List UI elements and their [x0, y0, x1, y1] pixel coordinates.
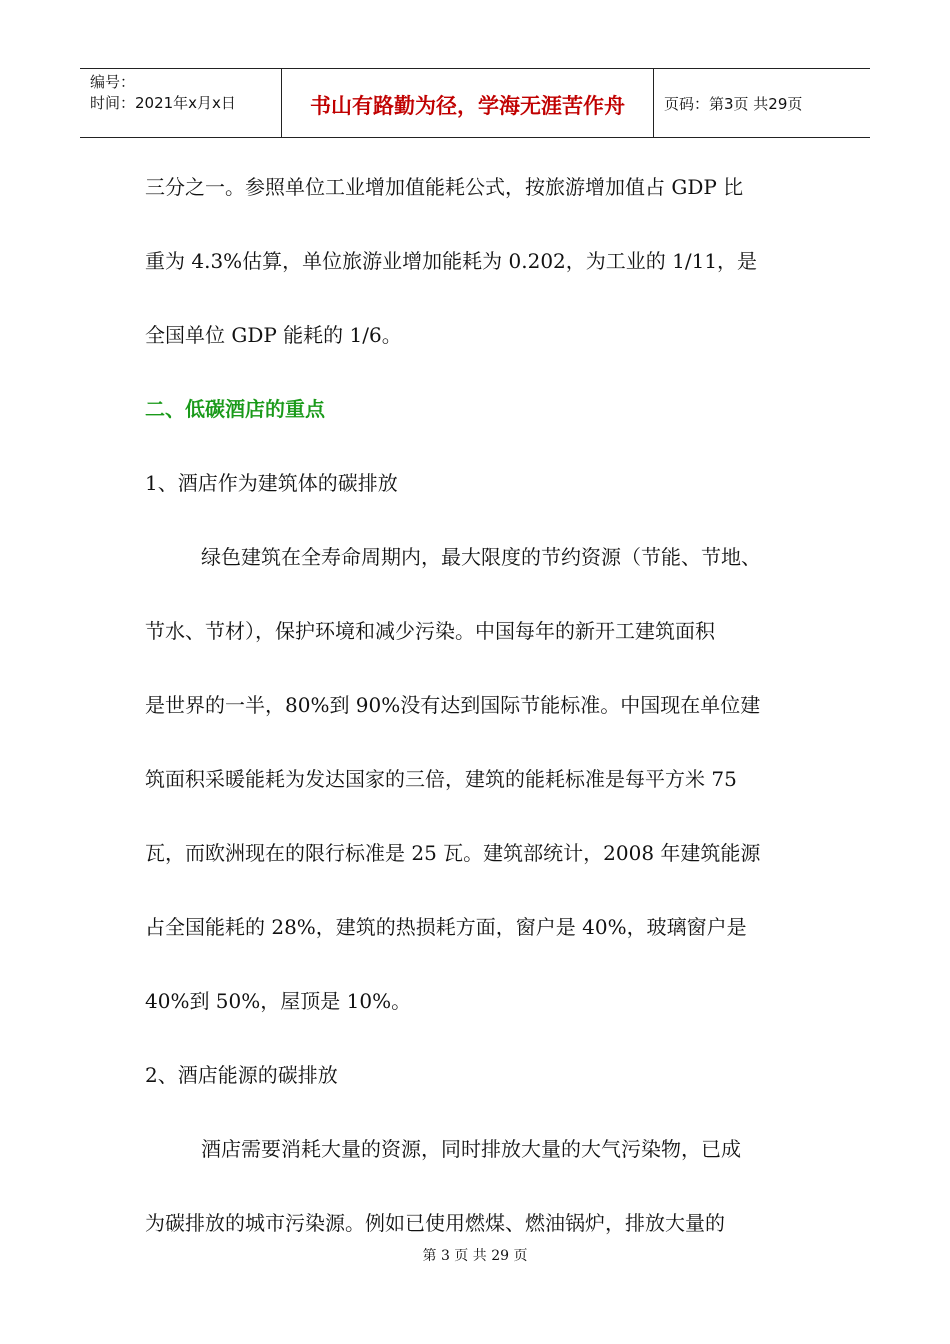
text-line: 1、酒店作为建筑体的碳排放: [145, 471, 398, 495]
text-line: 为碳排放的城市污染源。例如已使用燃煤、燃油锅炉，排放大量的: [145, 1211, 725, 1235]
text-line: 是世界的一半，80%到 90%没有达到国际节能标准。中国现在单位建: [145, 693, 761, 717]
text-line: 40%到 50%，屋顶是 10%。: [145, 989, 412, 1013]
text-line: 重为 4.3%估算，单位旅游业增加能耗为 0.202，为工业的 1/11，是: [145, 249, 758, 273]
text-line: 绿色建筑在全寿命周期内，最大限度的节约资源（节能、节地、: [201, 545, 761, 569]
text-line: 2、酒店能源的碳排放: [145, 1063, 338, 1087]
header-motto: 书山有路勤为径，学海无涯苦作舟: [282, 69, 654, 137]
text-line: 占全国能耗的 28%，建筑的热损耗方面，窗户是 40%，玻璃窗户是: [145, 915, 747, 939]
page-footer: 第 3 页 共 29 页: [422, 1248, 528, 1264]
text-line: 酒店需要消耗大量的资源，同时排放大量的大气污染物，已成: [201, 1137, 741, 1161]
header-left-cell: [80, 69, 282, 137]
text-line: 全国单位 GDP 能耗的 1/6。: [145, 323, 402, 347]
page-header: [80, 68, 870, 138]
document-body: [145, 150, 825, 1260]
text-line: 瓦，而欧洲现在的限行标准是 25 瓦。建筑部统计，2008 年建筑能源: [145, 841, 761, 865]
header-page-info: 页码：第3页 共29页: [664, 95, 803, 113]
text-line: 三分之一。参照单位工业增加值能耗公式，按旅游增加值占 GDP 比: [145, 175, 744, 199]
text-line: 筑面积采暖能耗为发达国家的三倍，建筑的能耗标准是每平方米 75: [145, 767, 737, 791]
document-number-label: 编号：: [90, 73, 136, 91]
section-heading: 二、低碳酒店的重点: [145, 397, 325, 421]
text-line: 节水、节材），保护环境和减少污染。中国每年的新开工建筑面积: [145, 619, 715, 643]
document-time-label: 时间：2021年x月x日: [90, 94, 236, 112]
